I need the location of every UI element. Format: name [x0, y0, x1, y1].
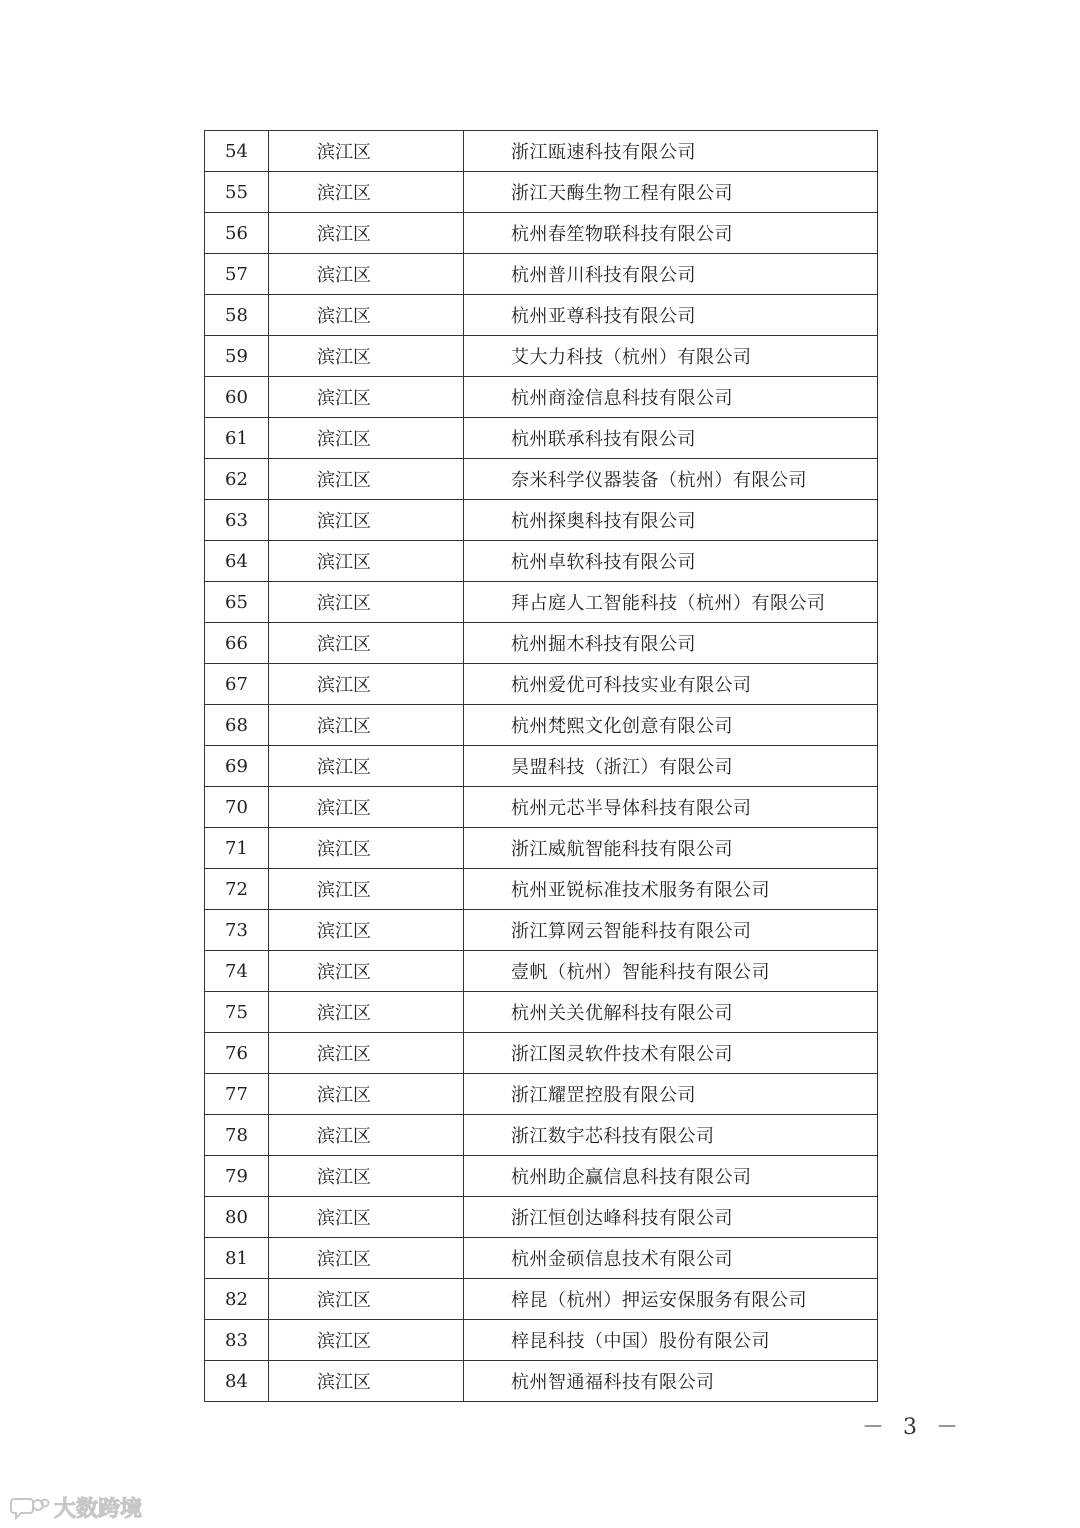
row-number-cell: 71: [205, 828, 269, 869]
row-number-cell: 54: [205, 131, 269, 172]
district-cell: 滨江区: [269, 1279, 464, 1320]
company-name-cell: 奈米科学仪器装备（杭州）有限公司: [464, 459, 878, 500]
row-number-cell: 61: [205, 418, 269, 459]
district-cell: 滨江区: [269, 1361, 464, 1402]
district-cell: 滨江区: [269, 1033, 464, 1074]
table-row: [205, 1238, 878, 1279]
company-name-cell: 杭州梵熙文化创意有限公司: [464, 705, 878, 746]
row-number-cell: 70: [205, 787, 269, 828]
table-row: [205, 828, 878, 869]
district-cell: 滨江区: [269, 131, 464, 172]
district-cell: 滨江区: [269, 787, 464, 828]
company-table: [204, 130, 878, 1402]
table-row: [205, 336, 878, 377]
row-number-cell: 56: [205, 213, 269, 254]
table-row: [205, 1197, 878, 1238]
table-row: [205, 418, 878, 459]
row-number-cell: 83: [205, 1320, 269, 1361]
company-name-cell: 拜占庭人工智能科技（杭州）有限公司: [464, 582, 878, 623]
company-name-cell: 杭州爱优可科技实业有限公司: [464, 664, 878, 705]
row-number-cell: 63: [205, 500, 269, 541]
table-row: [205, 705, 878, 746]
company-name-cell: 杭州掘木科技有限公司: [464, 623, 878, 664]
table-row: [205, 541, 878, 582]
company-name-cell: 杭州商淦信息科技有限公司: [464, 377, 878, 418]
district-cell: 滨江区: [269, 828, 464, 869]
company-name-cell: 壹帆（杭州）智能科技有限公司: [464, 951, 878, 992]
company-name-cell: 浙江算网云智能科技有限公司: [464, 910, 878, 951]
row-number-cell: 58: [205, 295, 269, 336]
district-cell: 滨江区: [269, 377, 464, 418]
table-row: [205, 1115, 878, 1156]
district-cell: 滨江区: [269, 172, 464, 213]
table-row: [205, 951, 878, 992]
table-row: [205, 172, 878, 213]
district-cell: 滨江区: [269, 1156, 464, 1197]
row-number-cell: 76: [205, 1033, 269, 1074]
district-cell: 滨江区: [269, 1115, 464, 1156]
table-body: [205, 131, 878, 1402]
chat-bubble-logo-icon: [10, 1495, 50, 1521]
table-row: [205, 1033, 878, 1074]
company-name-cell: 杭州智通福科技有限公司: [464, 1361, 878, 1402]
table-row: [205, 746, 878, 787]
district-cell: 滨江区: [269, 746, 464, 787]
row-number-cell: 77: [205, 1074, 269, 1115]
company-name-cell: 浙江耀罡控股有限公司: [464, 1074, 878, 1115]
table-row: [205, 910, 878, 951]
row-number-cell: 66: [205, 623, 269, 664]
table-row: [205, 582, 878, 623]
row-number-cell: 74: [205, 951, 269, 992]
row-number-cell: 55: [205, 172, 269, 213]
district-cell: 滨江区: [269, 992, 464, 1033]
table-row: [205, 1074, 878, 1115]
company-name-cell: 杭州卓软科技有限公司: [464, 541, 878, 582]
district-cell: 滨江区: [269, 541, 464, 582]
company-name-cell: 浙江恒创达峰科技有限公司: [464, 1197, 878, 1238]
company-name-cell: 杭州春笙物联科技有限公司: [464, 213, 878, 254]
district-cell: 滨江区: [269, 869, 464, 910]
company-name-cell: 杭州普川科技有限公司: [464, 254, 878, 295]
row-number-cell: 57: [205, 254, 269, 295]
row-number-cell: 79: [205, 1156, 269, 1197]
table-row: [205, 1156, 878, 1197]
district-cell: 滨江区: [269, 951, 464, 992]
district-cell: 滨江区: [269, 1197, 464, 1238]
district-cell: 滨江区: [269, 1074, 464, 1115]
row-number-cell: 69: [205, 746, 269, 787]
district-cell: 滨江区: [269, 295, 464, 336]
row-number-cell: 80: [205, 1197, 269, 1238]
district-cell: 滨江区: [269, 213, 464, 254]
district-cell: 滨江区: [269, 500, 464, 541]
district-cell: 滨江区: [269, 623, 464, 664]
table-row: [205, 664, 878, 705]
company-name-cell: 杭州探奥科技有限公司: [464, 500, 878, 541]
table-row: [205, 1320, 878, 1361]
table-row: [205, 992, 878, 1033]
company-name-cell: 浙江瓯速科技有限公司: [464, 131, 878, 172]
company-name-cell: 昊盟科技（浙江）有限公司: [464, 746, 878, 787]
district-cell: 滨江区: [269, 459, 464, 500]
row-number-cell: 78: [205, 1115, 269, 1156]
row-number-cell: 68: [205, 705, 269, 746]
company-name-cell: 杭州联承科技有限公司: [464, 418, 878, 459]
company-name-cell: 浙江天酶生物工程有限公司: [464, 172, 878, 213]
company-name-cell: 杭州亚尊科技有限公司: [464, 295, 878, 336]
district-cell: 滨江区: [269, 336, 464, 377]
table-row: [205, 623, 878, 664]
district-cell: 滨江区: [269, 1238, 464, 1279]
row-number-cell: 81: [205, 1238, 269, 1279]
table-row: [205, 459, 878, 500]
company-name-cell: 浙江数宇芯科技有限公司: [464, 1115, 878, 1156]
district-cell: 滨江区: [269, 664, 464, 705]
company-name-cell: 艾大力科技（杭州）有限公司: [464, 336, 878, 377]
row-number-cell: 65: [205, 582, 269, 623]
district-cell: 滨江区: [269, 910, 464, 951]
company-name-cell: 杭州元芯半导体科技有限公司: [464, 787, 878, 828]
row-number-cell: 67: [205, 664, 269, 705]
district-cell: 滨江区: [269, 705, 464, 746]
district-cell: 滨江区: [269, 254, 464, 295]
row-number-cell: 82: [205, 1279, 269, 1320]
table-row: [205, 295, 878, 336]
table-row: [205, 787, 878, 828]
district-cell: 滨江区: [269, 418, 464, 459]
table-row: [205, 869, 878, 910]
row-number-cell: 60: [205, 377, 269, 418]
company-name-cell: 梓昆（杭州）押运安保服务有限公司: [464, 1279, 878, 1320]
district-cell: 滨江区: [269, 582, 464, 623]
table-row: [205, 377, 878, 418]
row-number-cell: 75: [205, 992, 269, 1033]
row-number-cell: 64: [205, 541, 269, 582]
company-name-cell: 杭州亚锐标准技术服务有限公司: [464, 869, 878, 910]
row-number-cell: 59: [205, 336, 269, 377]
table-row: [205, 1279, 878, 1320]
row-number-cell: 73: [205, 910, 269, 951]
company-name-cell: 梓昆科技（中国）股份有限公司: [464, 1320, 878, 1361]
table-row: [205, 1361, 878, 1402]
company-name-cell: 杭州关关优解科技有限公司: [464, 992, 878, 1033]
row-number-cell: 62: [205, 459, 269, 500]
table-row: [205, 131, 878, 172]
watermark: [10, 1492, 142, 1523]
row-number-cell: 84: [205, 1361, 269, 1402]
company-name-cell: 杭州金硕信息技术有限公司: [464, 1238, 878, 1279]
district-cell: 滨江区: [269, 1320, 464, 1361]
company-name-cell: 浙江图灵软件技术有限公司: [464, 1033, 878, 1074]
row-number-cell: 72: [205, 869, 269, 910]
table-row: [205, 500, 878, 541]
watermark-text: 大数跨境: [54, 1497, 143, 1522]
table-row: [205, 213, 878, 254]
company-name-cell: 浙江威航智能科技有限公司: [464, 828, 878, 869]
company-name-cell: 杭州助企赢信息科技有限公司: [464, 1156, 878, 1197]
page-number: － 3 －: [862, 1415, 964, 1440]
table-row: [205, 254, 878, 295]
